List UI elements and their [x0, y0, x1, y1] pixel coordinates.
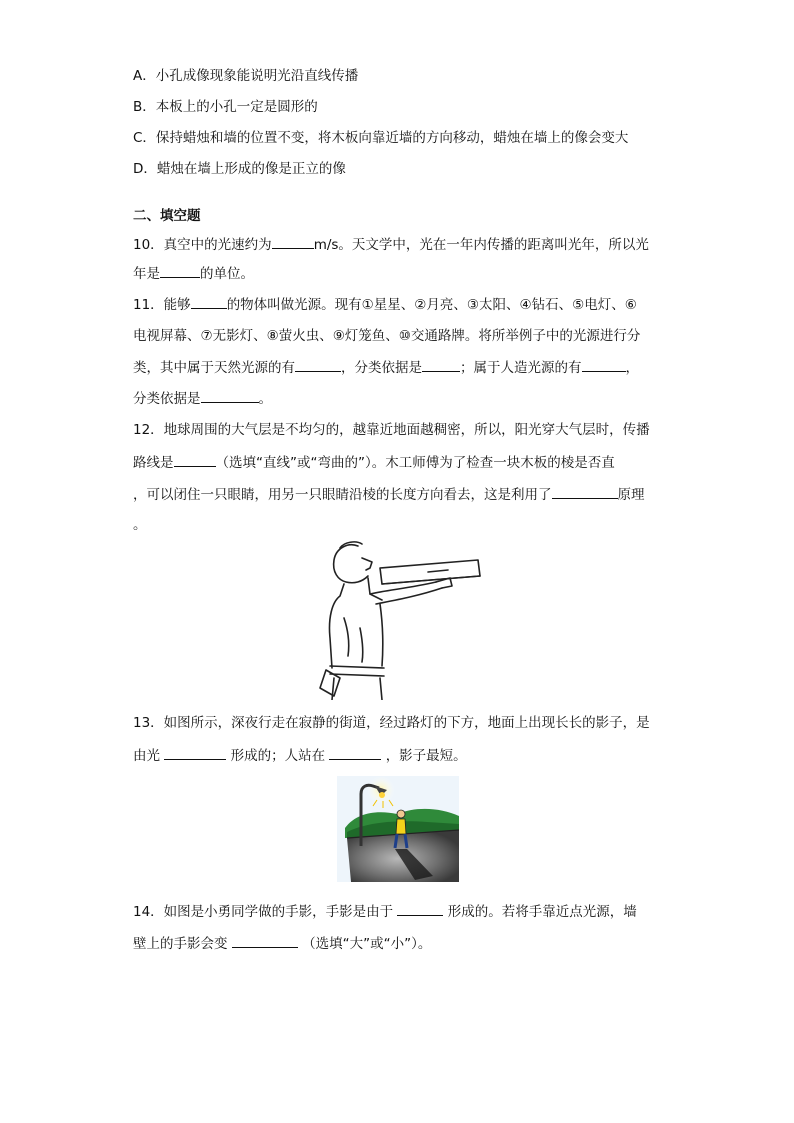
q11-blank-1 [191, 294, 227, 309]
q10-line-2 [133, 263, 254, 284]
q11-text-3c: ；属于人造光源的有 [460, 360, 582, 376]
q11-text-3b: ，分类依据是 [341, 360, 422, 376]
q12-text-3b: 原理 [617, 487, 645, 503]
q10-blank-2 [160, 263, 200, 278]
q14-text-1a: 14．如图是小勇同学做的手影，手影是由于 [133, 904, 394, 920]
q10-text-2b: 的单位。 [200, 266, 254, 282]
q11-text-4a: 分类依据是 [133, 391, 201, 407]
q12-text-2a: 路线是 [133, 455, 174, 471]
street-lamp-figure [337, 776, 459, 882]
q14-blank-1 [397, 901, 443, 916]
q11-text-1b: 的物体叫做光源。现有①星星、②月亮、③太阳、④钻石、⑤电灯、⑥ [226, 297, 637, 313]
q11-blank-3 [422, 357, 460, 372]
q11-line-4 [133, 388, 272, 409]
q13-text-2b: 形成的；人站在 [230, 748, 326, 764]
q12-line-3 [133, 484, 645, 505]
q13-line-1: 13．如图所示，深夜行走在寂静的街道，经过路灯的下方，地面上出现长长的影子，是 [133, 715, 650, 731]
q14-blank-2 [232, 933, 298, 948]
q10-blank-1 [272, 234, 314, 249]
q14-text-2a: 壁上的手影会变 [133, 936, 228, 952]
q13-line-2 [133, 745, 467, 766]
q11-line-2: 电视屏幕、⑦无影灯、⑧萤火虫、⑨灯笼鱼、⑩交通路牌。将所举例子中的光源进行分 [133, 328, 641, 344]
q14-line-2 [133, 933, 431, 954]
option-c: C．保持蜡烛和墙的位置不变，将木板向靠近墙的方向移动，蜡烛在墙上的像会变大 [133, 130, 629, 146]
section-title: 二、填空题 [133, 208, 201, 224]
q10-line-1 [133, 234, 649, 255]
q11-blank-5 [201, 388, 259, 403]
option-a: A．小孔成像现象能说明光沿直线传播 [133, 68, 359, 84]
q13-blank-2 [329, 745, 381, 760]
q11-line-3 [133, 357, 639, 378]
q14-text-1b: 形成的。若将手靠近点光源，墙 [447, 904, 637, 920]
q11-line-1 [133, 294, 637, 315]
q12-line-1: 12．地球周围的大气层是不均匀的，越靠近地面越稠密，所以，阳光穿大气层时，传播 [133, 422, 650, 438]
q11-blank-2 [295, 357, 341, 372]
q12-text-3a: ，可以闭住一只眼睛，用另一只眼睛沿棱的长度方向看去，这是利用了 [133, 487, 552, 503]
q13-text-2a: 由光 [133, 748, 160, 764]
q12-blank-1 [174, 452, 216, 467]
option-d: D．蜡烛在墙上形成的像是正立的像 [133, 161, 346, 177]
q10-text-1b: m/s。天文学中，光在一年内传播的距离叫光年，所以光 [313, 237, 649, 253]
q11-blank-4 [582, 357, 626, 372]
q14-line-1 [133, 901, 637, 922]
q11-text-1a: 11．能够 [133, 297, 191, 313]
option-b: B．本板上的小孔一定是圆形的 [133, 99, 318, 115]
q12-line-4: 。 [133, 517, 147, 533]
q13-blank-1 [164, 745, 226, 760]
q11-text-3d: ， [625, 360, 639, 376]
q10-text-2a: 年是 [133, 266, 160, 282]
carpenter-figure [310, 538, 486, 700]
q12-line-2 [133, 452, 615, 473]
q13-text-2c: ，影子最短。 [385, 748, 467, 764]
q11-text-4b: 。 [258, 391, 272, 407]
q11-text-3a: 类，其中属于天然光源的有 [133, 360, 295, 376]
q10-text-1a: 10．真空中的光速约为 [133, 237, 272, 253]
q12-blank-2 [552, 484, 618, 499]
q14-text-2b: （选填“大”或“小”）。 [302, 936, 432, 952]
q12-text-2b: （选填“直线”或“弯曲的”）。木工师傅为了检查一块木板的棱是否直 [215, 455, 615, 471]
